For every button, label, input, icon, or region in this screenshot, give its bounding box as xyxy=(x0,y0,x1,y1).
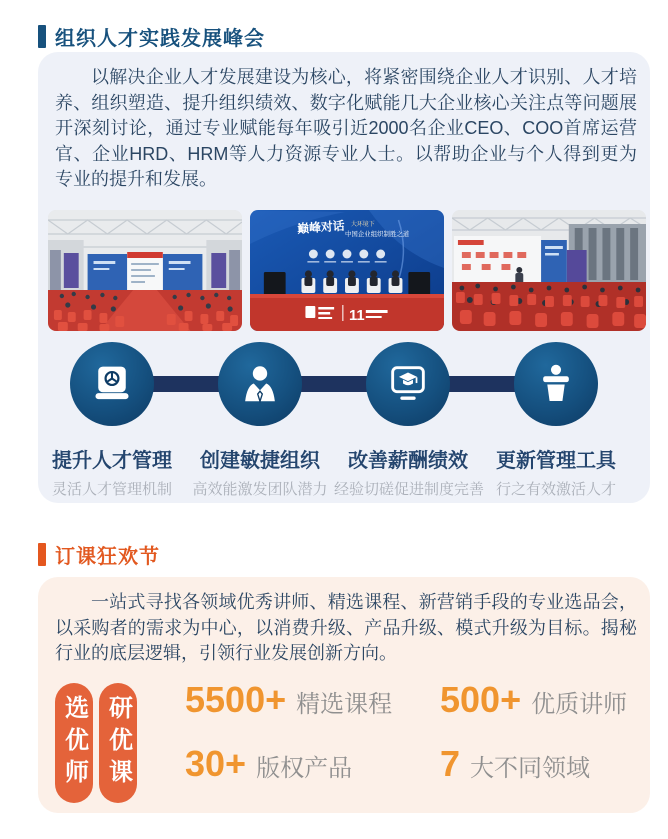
step-title: 创建敏捷组织 xyxy=(200,450,320,472)
stat-fields xyxy=(440,743,627,785)
badge-research-courses: 研优课 xyxy=(99,683,137,803)
certificate-icon xyxy=(90,362,134,406)
stat-label: 精选课程 xyxy=(296,691,393,718)
step-management-tools xyxy=(482,342,630,499)
step-title: 提升人才管理 xyxy=(52,450,172,472)
step-agile-organization xyxy=(186,342,334,499)
stat-value: 30+ xyxy=(185,743,247,784)
panel-discussion-photo xyxy=(250,210,444,331)
step-compensation-performance xyxy=(334,342,485,499)
step-title: 改善薪酬绩效 xyxy=(348,450,468,472)
monitor-graduation-icon xyxy=(385,361,431,407)
conference-hall-illustration xyxy=(48,210,242,331)
step-circle xyxy=(514,342,598,426)
conference-hall-photo xyxy=(48,210,242,331)
stat-label: 版权产品 xyxy=(256,755,353,782)
stat-label: 优质讲师 xyxy=(531,691,628,718)
banner-title-text: 巅峰对话 xyxy=(296,218,346,237)
stat-value: 5500+ xyxy=(185,679,287,720)
banner-subtitle-line2: 中国企业组织制胜之道 xyxy=(345,230,410,239)
panel-discussion-illustration xyxy=(250,210,444,331)
summit-description: 以解决企业人才发展建设为核心，将紧密围绕企业人才识别、人才培养、组织塑造、提升组织绩效、数字化赋能几大企业核心关注点等问题展开深刻讨论，通过专业赋能每年吸引近2000名企业CEO、COO首席运营官、企业HRD、HRM等人力资源专业人士。以帮助企业与个人得到更为专业的提升和发展。 xyxy=(55,67,637,189)
stat-courses xyxy=(185,679,440,721)
stat-products xyxy=(185,743,440,785)
step-circle xyxy=(218,342,302,426)
carnival-description: 一站式寻找各领域优秀讲师、精选课程、新营销手段的专业选品会，以采购者的需求为中心，以消费升级、产品升级、模式升级为目标。揭秘行业的底层逻辑，引领行业发展创新方向。 xyxy=(55,592,637,663)
step-circle xyxy=(366,342,450,426)
stat-value: 500+ xyxy=(440,679,522,720)
step-talent-management xyxy=(38,342,186,499)
summit-title: 组织人才实践发展峰会 xyxy=(55,28,265,50)
carnival-title: 订课狂欢节 xyxy=(55,546,160,568)
accent-bar xyxy=(38,543,46,566)
audience-illustration xyxy=(452,210,646,331)
step-subtitle: 灵活人才管理机制 xyxy=(51,481,172,498)
summit-section-header xyxy=(38,22,265,51)
summit-panel xyxy=(38,52,650,503)
steps-flow xyxy=(38,342,650,498)
accent-bar xyxy=(38,25,46,48)
stat-lecturers xyxy=(440,679,627,721)
audience-photo xyxy=(452,210,646,331)
photo-strip xyxy=(48,210,646,331)
badge-select-teachers: 选优师 xyxy=(55,683,93,803)
stat-label: 大不同领域 xyxy=(470,755,591,782)
step-circle xyxy=(70,342,154,426)
carnival-section-header xyxy=(38,540,160,569)
carnival-panel xyxy=(38,577,650,813)
podium-icon xyxy=(534,362,578,406)
step-subtitle: 行之有效激活人才 xyxy=(495,481,616,498)
stat-value: 7 xyxy=(440,743,461,784)
step-subtitle: 高效能激发团队潜力 xyxy=(192,481,328,498)
step-subtitle: 经验切磋促进制度完善 xyxy=(334,481,485,498)
svg-text:11: 11 xyxy=(348,306,365,325)
businessman-icon xyxy=(237,361,283,407)
stats-grid xyxy=(185,679,627,785)
banner-subtitle-line1: 大环境下 xyxy=(350,221,375,229)
step-title: 更新管理工具 xyxy=(496,450,616,472)
